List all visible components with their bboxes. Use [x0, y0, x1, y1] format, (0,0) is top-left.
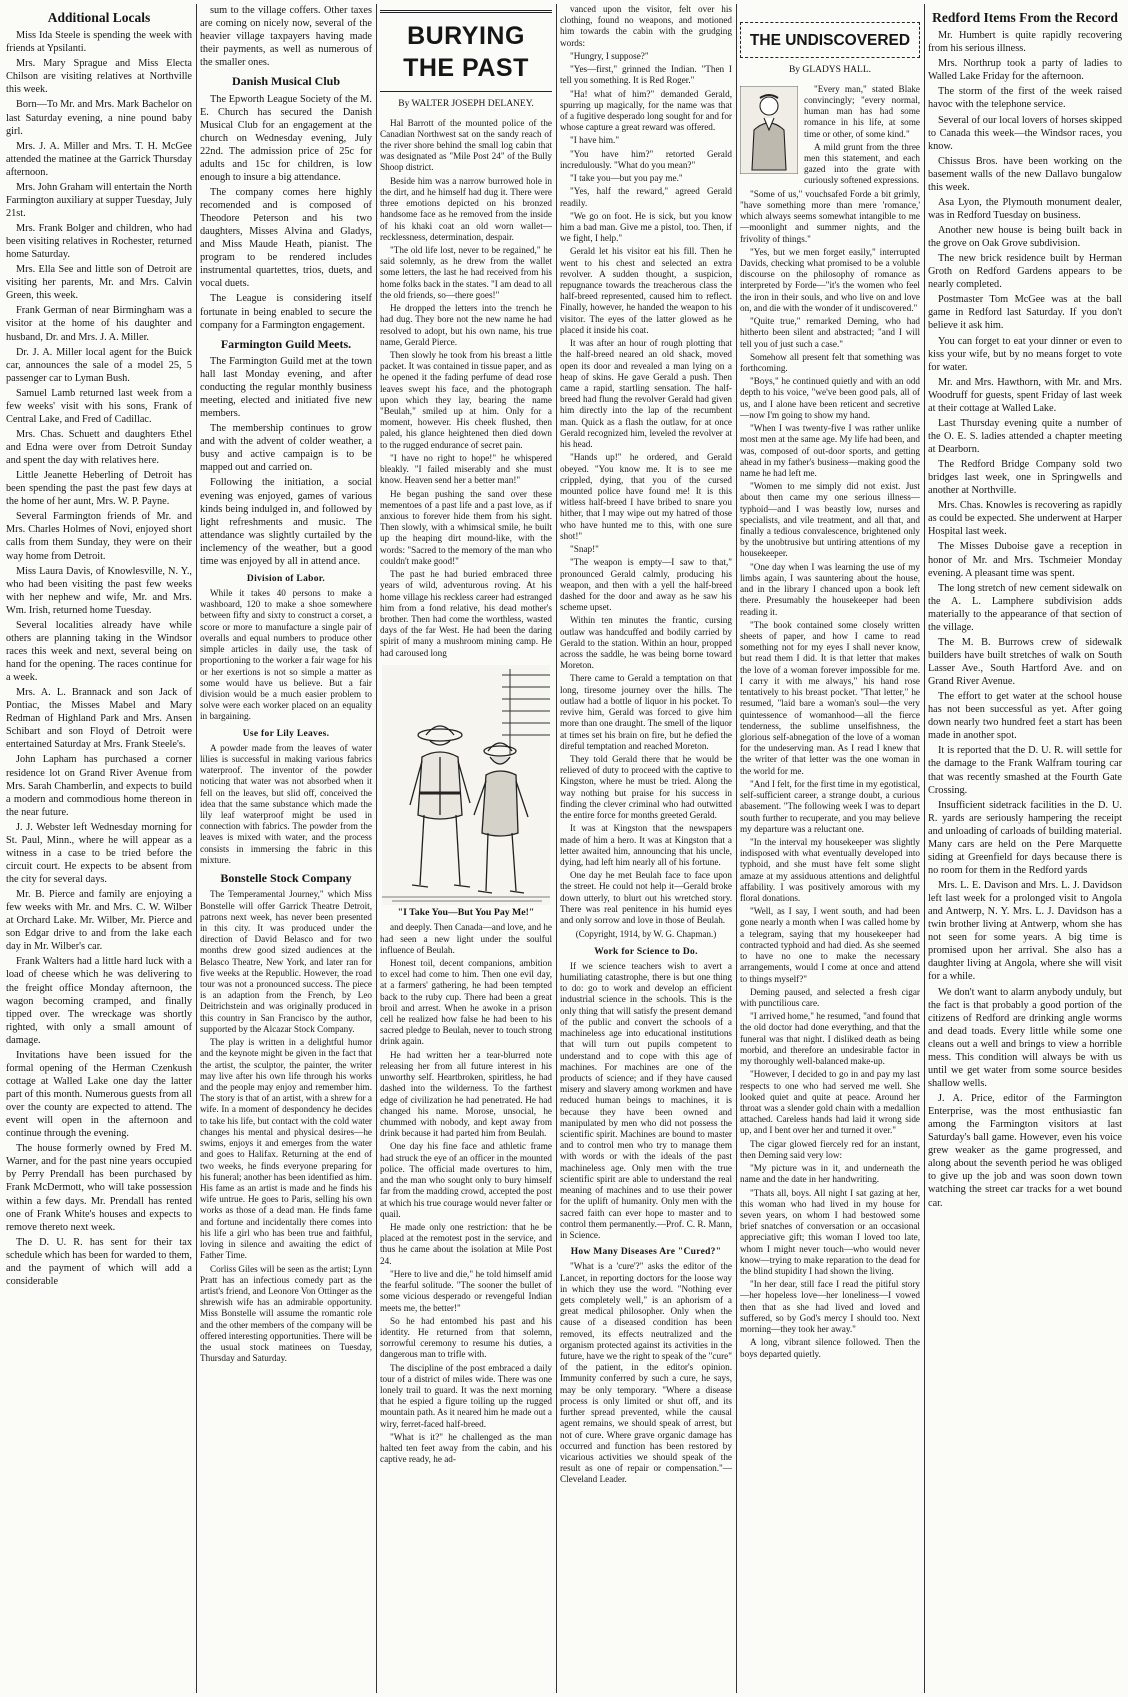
paragraph: "Quite true," remarked Deming, who had hitherto been silent and abstracted; "and I will tell you of just such a case." — [740, 316, 920, 349]
paragraph: "I take you—but you pay me." — [570, 173, 683, 184]
paragraph: "One day when I was learning the use of my limbs again, I was sauntering about the house, and in the library I chanced upon a book left there. Presumably the housekeeper had been reading it. — [740, 561, 920, 617]
paragraph: "However, I decided to go in and pay my last respects to one who had served me well. She looked quiet and quite at peace. Around her throat was a slender gold chain with a medallion attached. Careless hands had laid it wrong side up, and I bent over her and turned it over." — [740, 1069, 920, 1136]
paragraph: Several Farmington friends of Mr. and Mrs. Charles Holmes of Novi, enjoyed short calls from them Sunday, they were on their way home from Detroit. — [6, 511, 192, 562]
paragraph: Mrs. Northrup took a party of ladies to Walled Lake Friday for the afternoon. — [928, 58, 1122, 83]
paragraph: "We go on foot. He is sick, but you know him a bad man. Give me a pistol, too. Then, if we fight, I help." — [560, 210, 732, 244]
paragraph: Last Thursday evening quite a number of the O. E. S. ladies attended a chapter meeting at Dearborn. — [928, 417, 1122, 456]
paragraph: Several of our local lovers of horses skipped to Canada this week—the Windsor races, you know. — [928, 114, 1122, 152]
paragraph: Insufficient sidetrack facilities in the D. U. R. yards are seriously hampering the receipt and unloading of carloads of building material. Many cars are held on the Pere Marquette siding at Greenfield for days because there is no room for them in the Redford yards — [928, 799, 1122, 876]
paragraph: J. A. Price, editor of the Farmington Enterprise, was the most enthusiastic fan among the Farmington visitors at last Saturday's ball game. However, even his voice grew weaker as the game progressed, and along about the seventh period he was obliged to give up the job and was soon down town watching the street car tracks for a wet bound car. — [928, 1093, 1122, 1209]
paragraph: Somehow all present felt that something was forthcoming. — [740, 351, 920, 373]
heading-farmington-guild: Farmington Guild Meets. — [220, 336, 352, 351]
paragraph: Dr. J. A. Miller local agent for the Buick car, announces the sale of a model 25, 5 passenger car to Lyman Bush. — [6, 346, 192, 384]
column-additional-locals — [6, 4, 192, 1693]
paragraph: Frank Walters had a little hard luck with a load of cheese which he was delivering to the freight office Monday afternoon, the wagon becoming cramped, and finally tipped over. The wreckage was shortly righted, with only a small amount of damage. — [6, 956, 192, 1046]
paragraph: Mrs. Chas. Schuett and daughters Ethel and Edna were over from Detroit Sunday and spent the day with relatives here. — [6, 428, 192, 467]
paragraph: Mr. and Mrs. Hawthorn, with Mr. and Mrs. Woodruff for guests, spent Friday of last week at their cottage at Walled Lake. — [928, 376, 1122, 414]
story-text-part-3 — [560, 4, 732, 926]
paragraph: Following the initiation, a social evening was enjoyed, games of various kinds being indulged in, and followed by light refreshments and music. The attendance was slightly curtailed by the inclemency of the weather, but a good time was enjoyed by all in attend ance. — [200, 477, 372, 567]
paragraph: Frank German of near Birmingham was a visitor at the home of his daughter and husband, Dr. and Mrs. J. A. Miller. — [6, 305, 192, 343]
paragraph: Another new house is being built back in the grove on Oak Grove subdivision. — [928, 225, 1122, 250]
paragraph: "In the interval my housekeeper was slightly indisposed with what eventually developed into typhoid, and she must have felt some slight amaze at my assiduous attentions and delightful affability. I was positively amorous with my floral donations. — [740, 836, 920, 904]
column-rule — [736, 4, 737, 1693]
paragraph: Invitations have been issued for the formal opening of the Herman Czenkush cottage at Walled Lake one day the latter part of this month. Numerous guests from all over the county are expected to attend. The event will open in the afternoon and continue through the evening. — [6, 1049, 192, 1140]
paragraph: "I have no right to hope!" he whispered bleakly. "I failed miserably and she must know. Heaven send her a better man!" — [380, 452, 552, 486]
paragraph: It was after an hour of rough plotting that the half-breed neared an old shack, moved open its door and revealed a man lying on a heap of skins. He gave Gerald a push. Then came a rapid, startling sensation. The half-breed had flung the revolver Gerald had given him directly into the lap of the recumbent man. Quick as a flash the outlaw, for at once Gerald recognized him, leveled the revolver at his head. — [560, 338, 732, 450]
column-rule — [376, 4, 377, 1693]
paragraph: vanced upon the visitor, felt over his clothing, found no weapons, and motioned him towards the cabin with the grudging words: — [560, 4, 732, 48]
guild-article — [200, 355, 372, 568]
paragraph: "Yes, half the reward," agreed Gerald readily. — [560, 186, 732, 208]
paragraph: "And I felt, for the first time in my egotistical, self-sufficient career, a strange doubt, a curious abasement. "The following week I was to depart south further to recuperate, and you may believe my departure was a reluctant one. — [740, 778, 920, 834]
heading-danish-musical-club: Danish Musical Club — [231, 74, 341, 89]
paragraph: Postmaster Tom McGee was at the ball game in Redford last Saturday. If you don't believe it ask him. — [928, 294, 1122, 332]
paragraph: It was at Kingston that the newspapers made of him a hero. It was at Kingston that a letter awaited him, announcing that his uncle, dying, had left him nearly all of his fortune. — [560, 823, 732, 867]
story-byline: By WALTER JOSEPH DELANEY. — [398, 98, 534, 109]
paragraph: Beside him was a narrow burrowed hole in the dirt, and he himself had dug it. There were three emotions depicted on his bronzed handsome face as he removed from the inside of his khaki coat an old worn wallet—recklessness, determination, despair. — [380, 175, 552, 242]
paragraph: The cigar glowed fiercely red for an instant, then Deming said very low: — [740, 1138, 920, 1160]
work-for-science-article: If we science teachers wish to avert a humiliating catastrophe, there is but one thing to do: go to work and develop an efficient industrial science in the schools. This is the only thing that will satisfy the present demand of the public and convert the schools of a machineless age into educational institutions that will turn out pupils competent to understand and to cope with this age of machines. For machines are one of the products of science; and if they have caused misery and slavery among workmen and have reduced human beings to machines, it is because they have been owned and manipulated by men who did not possess the scientific spirit. Machines are bound to master and to control men who try to manage them with words or with the ideals of the past machineless age. Only men with the true scientific spirit are able to understand the real meaning of machines and to use their power for the uplift of humanity. Only men with the sacred faith can ever hope to master and to control them permanently.—Prof. C. R. Mann, in Science. — [560, 960, 732, 1241]
column-rule — [924, 4, 925, 1693]
diseases-cured-article: "What is a 'cure'?" asks the editor of the Lancet, in reporting doctors for the loose way in which they use the word. "Nothing ever gets completely well," is an aphorism of a great medical philosopher. Only when the cause of a diseased condition has been removed, its effects neutralized and the organism protected against its activities in the future, have we the right to speak of the "cure" of the patient, in the editor's opinion. Immunity conferred by such a cure, he says, may be only temporary. "Where a disease process is only limited or shut off, and its further spread prevented, while the causal agent remains, we should speak of arrest, but not of cure. Where grave organic damage has occurred and function has been restored by vicarious activities we should speak of the result as one of repair or compensation."—Cleveland Leader. — [560, 1261, 732, 1485]
paragraph: "My picture was in it, and underneath the name and the date in her handwriting. — [740, 1163, 920, 1185]
paragraph: Several localities already have while others are planning taking in the Windsor races this week and next, several being on hand for the opening. The races continue for a week. — [6, 619, 192, 684]
heading-redford-items: Redford Items From the Record — [932, 10, 1118, 25]
paragraph: Mr. B. Pierce and family are enjoying a few weeks with Mr. and Mrs. C. W. Wilber at Orchard Lake. Mr. Wilber, Mr. Pierce and son Edgar drive to and from the lake each day in Mr. Wilber's car. — [6, 889, 192, 953]
paragraph: So he had entombed his past and his identity. He returned from that solemn, sorrowful ceremony to resume his duties, a dangerous man to trifle with. — [380, 1315, 552, 1360]
paragraph: "Every man," stated Blake convincingly; "every normal, human man has had some romance in his life, at some time or other, of some kind." — [804, 83, 920, 139]
paragraph: The play is written in a delightful humor and the keynote might be given in the fact that the artist, the sculptor, the painter, the writer may live after his own life through his works and the people may enjoy and remember him. The story is that of an artist, with a shrew for a wife. In a moment of despondency he decides to take his life, but contact with the cold water changes his mental and physical desires—he swims, enjoys it and emerges from the water and goes to Halifax. Returning at the end of two weeks, he finds everyone preparing for his funeral; another has been identified as him. His fame as an artist is made and he finds his wife untrue. He goes to Paris, selling his own works as those of a dead man. He finds fame and fortune and incidentally there comes into his life a girl who has been true and faithful, loving in silence and awaiting the edict of Father Time. — [200, 1037, 372, 1261]
paragraph: "Yes—first," grinned the Indian. "Then I tell you something. It is Red Roger." — [560, 64, 732, 86]
paragraph: A mild grunt from the three men this statement, and each gazed into the grate with curiously softened expressions. — [804, 141, 920, 186]
story-title-box — [380, 10, 552, 92]
heading-lily-leaves: Use for Lily Leaves. — [242, 728, 330, 739]
undiscovered-story-text — [740, 84, 920, 1360]
paragraph: Chissus Bros. have been working on the basement walls of the new Dallavo bungalow this week. — [928, 155, 1122, 193]
column-club-guild-bonstelle — [200, 4, 372, 1693]
lily-leaves-article: A powder made from the leaves of water lilies is successful in making various fabrics waterproof. The inventor of the powder noticing that water was not absorbed when it fell on the leaves, but slid off, conceived the idea that the same substance which made the lily leaf waterproof might be used in connection with fabrics. The powder from the leaves is mixed with water, and the process consists in immersing the fabric in this mixture. — [200, 742, 372, 865]
paragraph: The company comes here highly recomended and is composed of Theodore Peterson and his two daughters, Misses Alvina and Gladys, and Miss Maude Heath, pianist. The program to be rendered includes instrumental quartettes, trios, duets, and vocal duets. — [200, 186, 372, 290]
column-burying-the-past — [380, 4, 552, 1693]
paragraph: Mrs. L. E. Davison and Mrs. L. J. Davidson left last week for a prolonged visit to Angola and Antwerp, N. Y. Mrs. L. J. Davidson has a twin brother living at Antwerp, whom she has not seen for some years. A big time is promised upon her arrival. She also has a daughter living at Angola, where she will visit for a while. — [928, 880, 1122, 983]
paragraph: We don't want to alarm anybody unduly, but the fact is that probably a good portion of the citizens of Redford are drinking angle worms and dead toads. Every little while some one cleans out a well and brings to view a horrible mess. This condition will always be with us until we get water from some source besides shallow wells. — [928, 986, 1122, 1089]
story-text-part-1 — [380, 118, 552, 659]
paragraph: "The weapon is empty—I saw to that," pronounced Gerald calmly, producing his weapon, and then with a yell the half-breed dashed for the door and away as he saw his scheme upset. — [560, 557, 732, 613]
paragraph: The M. B. Burrows crew of sidewalk builders have built stretches of walk on South Lasser Ave., South Hartford Ave. and on Grand River Avenue. — [928, 636, 1122, 688]
paragraph: There came to Gerald a temptation on that long, tiresome journey over the hills. The outlaw had a bottle of liquor in his pocket. To revive him, Gerald was forced to give him more than one draught. The smell of the liquor at times set his brain on fire, but he defied the direful temptation and reached Moreton. — [560, 673, 732, 751]
paragraph: "Hands up!" he ordered, and Gerald obeyed. "You know me. It is to see me crippled, dying, that you of the cursed mounted police have found me! It is this witless half-breed I have bribed to snare you hither, that I may wipe out my hatred of those who have hunted me to this, with one sure shot!" — [560, 452, 732, 541]
locals-items — [6, 29, 192, 1288]
column-rule — [196, 4, 197, 1693]
paragraph: The house formerly owned by Fred M. Warner, and for the past nine years occupied by Perry Prendall has been purchased by Frank McDermott, who will take possession within a few days. Mr. Prendall has rented one of Frank White's houses and expects to remove thereto next week. — [6, 1143, 192, 1233]
paragraph: "The book contained some closely written sheets of paper, and how I came to read something not for my eyes I shall never know, but read them I did. It is that letter that makes the love of a woman forever impossible for me. I carry it with me always," his hand rose tentatively to his breast pocket. "That letter," he resumed, "laid bare a woman's soul—the very quintessence of womanhood—all the fierce tenderness, the sublime unselfishness, the glorious self-abnegation of the love of a woman for the undeserving man. As I read I knew that the writer of that letter was the one woman in the world for me. — [740, 619, 920, 776]
heading-division-of-labor: Division of Labor. — [246, 573, 326, 584]
paragraph: He had written her a tear-blurred note releasing her from all future interest in his unworthy self. Heartbroken, spiritless, he had dashed into the wilderness. To the farthest edge of civilization he had penetrated. He had changed his name. Morose, unsocial, he chummed with nobody, and kept away from drink because it had parted him from Beulah. — [380, 1049, 552, 1139]
paragraph: The long stretch of new cement sidewalk on the A. L. Lamphere subdivision adds materially to the appearance of that section of the village. — [928, 582, 1122, 633]
paragraph: Mrs. A. L. Brannack and son Jack of Pontiac, the Misses Mabel and Mary Redman of Highland Park and Mrs. Ansen Schibart and son Floyd of Detroit were entertained Saturday at Mrs. Frank Steele's. — [6, 687, 192, 751]
redford-items-list — [928, 29, 1122, 1209]
story-title: BURYING THE PAST — [403, 22, 529, 82]
paragraph: The Misses Duboise gave a reception in honor of Mr. and Mrs. Tschmeier Monday evening. A pleasant time was spent. — [928, 541, 1122, 579]
paragraph: "Ha! what of him?" demanded Gerald, spurring up magically, for the name was that of a fugitive desperado long sought for and for whose capture a great reward was offered. — [560, 88, 732, 133]
paragraph: The storm of the first of the week raised havoc with the telephone service. — [928, 86, 1122, 111]
paragraph: The Farmington Guild met at the town hall last Monday evening, and after conducting the regular monthly business meeting, elected and initiated five new members. — [200, 355, 372, 420]
story-text-part-2 — [380, 922, 552, 1465]
paragraph: "Snap!" — [570, 544, 599, 555]
paragraph: "Women to me simply did not exist. Just about then came my one serious illness—typhoid—and I was beastly low, nurses and specialists, and vile treatment, and all that, and finally a tedious convalescence, brightened only by the unobtrusive but untiring attentions of my housekeeper. — [740, 481, 920, 559]
undiscovered-byline: By GLADYS HALL. — [788, 64, 872, 75]
paragraph: Gerald let his visitor eat his fill. Then he went to his chest and selected an extra revolver. A sudden thought, a suspicion, repugnance towards the treacherous class the half-breed represented, caused him to reflect. Finally, however, he handed the weapon to his visitor. The eyes of the latter glowed as he placed it inside his coat. — [560, 246, 732, 335]
paragraph: They told Gerald there that he would be relieved of duty to proceed with the captive to Kingston, where he must be tried. Along the way nothing but praise for his success in finding the clever criminal who had outwitted the entire force for months greeted Gerald. — [560, 754, 732, 821]
paragraph: The League is considering itself fortunate in being enabled to secure the company for a Farmington engagement. — [200, 293, 372, 331]
paragraph: He began pushing the sand over these mementoes of a past life and a past love, as if anxious to forever hide them from his sight. Then slowly, with a whimsical smile, he built up the heaping dirt mound-like, with the words: "Sacred to the memory of the man who couldn't make good!" — [380, 488, 552, 566]
paragraph: and deeply. Then Canada—and love, and he had seen a new light under the soulful influence of Beulah. — [380, 922, 552, 955]
heading-work-for-science: Work for Science to Do. — [594, 946, 698, 957]
paragraph: A long, vibrant silence followed. Then the boys departed quietly. — [740, 1337, 920, 1359]
illustration-caption: "I Take You—But You Pay Me!" — [397, 906, 535, 918]
paragraph: Miss Laura Davis, of Knowlesville, N. Y., who had been visiting the past few weeks with her nephew and wife, Mr. and Mrs. Wm. Irish, returned home Tuesday. — [6, 565, 192, 616]
undiscovered-illustration — [740, 86, 798, 174]
paragraph: He made only one restriction: that he be placed at the remotest post in the service, and thus he came about the isolation at Mile Post 24. — [380, 1221, 552, 1266]
heading-diseases-cured: How Many Diseases Are "Cured?" — [570, 1247, 722, 1258]
paragraph: Mrs. John Graham will entertain the North Farmington auxiliary at supper Tuesday, July 21st. — [6, 181, 192, 219]
paragraph: "The old life lost, never to be regained," he said solemnly, as he drew from the wallet some letters, the last he had received from his home folks back in the states. "I am dead to all the old friends, so—there goes!" — [380, 244, 552, 300]
story-copyright: (Copyright, 1914, by W. G. Chapman.) — [575, 929, 717, 940]
column-story-continued — [560, 4, 732, 1693]
paragraph: Mrs. Mary Sprague and Miss Electa Chilson are visiting relatives at Northville this week. — [6, 58, 192, 96]
paragraph: The new brick residence built by Herman Groth on Redford Gardens appears to be nearly completed. — [928, 253, 1122, 291]
paragraph: You can forget to eat your dinner or even to kiss your wife, but by no means forget to vote for water. — [928, 335, 1122, 373]
paragraph: "Yes, but we men forget easily," interrupted Davids, checking what promised to be a voluble discourse on the philosophy of romance as interpreted by Forde—"it's the women who feel the iron in their souls, and who live on and love on, and die with the wonder of it undiscovered." — [740, 246, 920, 313]
paragraph: The Redford Bridge Company sold two bridges last week, one in Springwells and another at Northville. — [928, 459, 1122, 497]
paragraph: J. J. Webster left Wednesday morning for St. Paul, Minn., where he will appear as a witness in a case to be tried before the circuit court. He expects to be absent from the city for several days. — [6, 821, 192, 886]
paragraph: "Here to live and die," he told himself amid the fearful solitude. "The sooner the bullet of some vicious desperado or revengeful Indian meets me, the better!" — [380, 1268, 552, 1313]
paragraph: Samuel Lamb returned last week from a few weeks' visit with his sons, Frank of Central Lake, and Fred of Cadillac. — [6, 387, 192, 425]
paragraph: "What is it?" he challenged as the man halted ten feet away from the cabin, and his captive ready, he ad- — [380, 1431, 552, 1465]
paragraph: Corliss Giles will be seen as the artist; Lynn Pratt has an infectious comedy part as the artist's friend, and Leonore Von Ottinger as the shrewish wife has an admirable opportunity. Miss Bonstelle will assume the romantic role and the other members of the company will be offered interesting opportunities. There will be the usual stock matinees on Tuesday, Thursday and Saturday. — [200, 1263, 372, 1364]
bonstelle-article — [200, 889, 372, 1364]
paragraph: "Thats all, boys. All night I sat gazing at her, this woman who had lived in my house for seven years, on whom I had bestowed some brief snatches of conversation or an occasional appreciative gift; this woman I loved too late, whom I might never touch—who would never know—trying to make reparation to the dead for the blind stupidity I had shown the living. — [740, 1187, 920, 1277]
undiscovered-title: THE UNDISCOVERED — [749, 32, 911, 49]
paragraph: The membership continues to grow and with the advent of colder weather, a busy and active campaign is to be mapped out and carried on. — [200, 423, 372, 474]
paragraph: The Temperamental Journey," which Miss Bonstelle will offer Garrick Theatre Detroit, patrons next week, has never been presented in this city. It was produced under the direction of David Belasco and for two months drew good sized audiences at the Belasco Theatre, New York, and later ran for five weeks at the Republic. However, the road tour was not a pronounced success. The piece is an adaption from the French, by Leo Deitrichstein and was originally produced in this country in San Francisco by the author, supported by the Alcazar Stock Company. — [200, 889, 372, 1034]
paragraph: John Lapham has purchased a corner residence lot on Grand River Avenue from Mrs. Sarah Chamberlin, and expects to build a modern and commodious home thereon in the near future. — [6, 754, 192, 818]
paragraph: "You have him?" retorted Gerald incredulously. "What do you mean?" — [560, 148, 732, 170]
paragraph: He dropped the letters into the trench he had dug. They bore not the new name he had resolved to adopt, but his own name, his true name, Gerald Pierce. — [380, 303, 552, 347]
paragraph: "Some of us," vouchsafed Forde a bit grimly, "have something more than mere 'romance,' which always seems somewhat intangible to me—moonlight and summer nights, and the frivolity of things." — [740, 188, 920, 244]
column-the-undiscovered — [740, 4, 920, 1693]
paragraph: The discipline of the post embraced a daily tour of a district of miles wide. There was one lonely trail to guard. It was the next morning that he espied a figure toiling up the rugged mountain path. As it neared him he made out a wiry, ferret-faced half-breed. — [380, 1362, 552, 1429]
paragraph: Mrs. Chas. Knowles is recovering as rapidly as could be expected. She underwent at Harper Hospital last week. — [928, 500, 1122, 538]
paragraph: "Well, as I say, I went south, and had been gone nearly a month when I was called home by a telegram, saying that my housekeeper had contracted typhoid and had died. As she seemed to have no one to make the necessary arrangements, would I come at once and attend to things myself?" — [740, 906, 920, 984]
paragraph: Hal Barrott of the mounted police of the Canadian Northwest sat on the sandy reach of the river shore behind the small log cabin that was designated as "Mile Post 24" of the Bully Shoop district. — [380, 117, 552, 173]
heading-additional-locals: Additional Locals — [47, 10, 151, 25]
paragraph: The Epworth League Society of the M. E. Church has secured the Danish Musical Club for an engagement at the church on Wednesday evening, July 22nd. The admission price of 25c for adults and 15c for children, is low enough to insure a big attendance. — [200, 93, 372, 183]
paragraph: Miss Ida Steele is spending the week with friends at Ypsilanti. — [6, 30, 192, 55]
paragraph: "Boys," he continued quietly and with an odd depth to his voice, "we've been good pals, all of us, and I alone have been reticent and secretive—now I'm going to show my hand. — [740, 376, 920, 420]
paragraph: Born—To Mr. and Mrs. Mark Bachelor on last Saturday evening, a nine pound baby girl. — [6, 99, 192, 137]
paragraph: Mrs. Ella See and little son of Detroit are visiting her parents, Mr. and Mrs. Calvin Green, this week. — [6, 264, 192, 302]
paragraph: Mrs. Frank Bolger and children, who had been visiting relatives in Rochester, returned home Saturday. — [6, 223, 192, 261]
tax-continuation: sum to the village coffers. Other taxes are coming on nicely now, several of the heavier village taxpayers having made their payments, as well as numerous of the smaller ones. — [200, 5, 372, 69]
paragraph: One day he met Beulah face to face upon the street. He could not help it—Gerald broke down utterly, to blurt out his wretched story. There was real penitence in his humid eyes and only sorrow and love in those of Beulah. — [560, 870, 732, 926]
column-redford-items — [928, 4, 1122, 1693]
paragraph: One day his fine face and athletic frame had struck the eye of an officer in the mounted police. The official made overtures to him, and the man who sought only to bury himself far from the madding crowd, accepted the post at which his true courage would never falter or quail. — [380, 1141, 552, 1219]
paragraph: "I have him." — [570, 135, 620, 146]
paragraph: The past he had buried embraced three years of wild, adventurous roving. At his home village his reckless career had estranged him from a fond relative, his dead mother's brother. Then had come the worthless, wasted days of the far West. He had been the daring spirit of many a mushroom mining camp. He had caroused long — [380, 569, 552, 658]
paragraph: The effort to get water at the school house has not been successful as yet. After going down nearly two hundred feet a start has been made in another spot. — [928, 691, 1122, 742]
danish-club-article — [200, 93, 372, 332]
paragraph: "I arrived home," he resumed, "and found that the old doctor had done everything, and that the funeral was that night. I disliked death as being morbid, and therefore an undesirable factor in my thoroughly well-balanced make-up. — [740, 1011, 920, 1067]
paragraph: "In her dear, still face I read the pitiful story—her hopeless love—her loneliness—I vowed then that as she had lived and loved and suffered, so by God's mercy I should too. Next morning—they took her away." — [740, 1279, 920, 1335]
paragraph: It is reported that the D. U. R. will settle for the damage to the Frank Walfram touring car that was recently smashed at the Fourth Gate Crossing. — [928, 745, 1122, 796]
paragraph: Deming paused, and selected a fresh cigar with punctilious care. — [740, 986, 920, 1009]
paragraph: The D. U. R. has sent for their tax schedule which has been for warded to them, and the payment of which will add a considerable — [6, 1236, 192, 1287]
paragraph: "When I was twenty-five I was rather unlike most men at the same age. My life had been, and was, composed of out-door sports, and getting ahead in my father's business—making good the name he had left me. — [740, 423, 920, 478]
paragraph: Mrs. J. A. Miller and Mrs. T. H. McGee attended the matinee at the Garrick Thursday afternoon. — [6, 140, 192, 178]
paragraph: Then slowly he took from his breast a little packet. It was contained in tissue paper, and as he opened it the fading perfume of dead rose leaves swept his face, and the photograph upon which they lay, bearing the name "Beulah," smiled up at him. Only for a moment, however. His cheek flushed, then paled, his glance heightened then died down to the rugged endurance of secret pain. — [380, 349, 552, 450]
story-illustration — [382, 665, 550, 905]
division-of-labor-article: While it takes 40 persons to make a washboard, 120 to make a shoe somewhere between fifty and sixty to construct a corset, a score or more to manufacture a single pair of overalls and equal numbers to produce other simple articles in daily use, the task of proportioning to the worker a fair wage for his or her exertions is not so simple a matter as some would have us believe. But a fair division would be a much easier problem to solve were each worker placed on an equality in bargaining. — [200, 587, 372, 722]
paragraph: Mr. Humbert is quite rapidly recovering from his serious illness. — [928, 30, 1122, 55]
paragraph: Within ten minutes the frantic, cursing outlaw was handcuffed and bodily carried by Gerald to the station. Within an hour, propped across the saddle, he was being borne toward Moreton. — [560, 615, 732, 671]
column-rule — [556, 4, 557, 1693]
paragraph: "Hungry, I suppose?" — [570, 50, 649, 61]
paragraph: Asa Lyon, the Plymouth monument dealer, was in Redford Tuesday on business. — [928, 196, 1122, 221]
heading-bonstelle-stock-company: Bonstelle Stock Company — [220, 871, 352, 886]
paragraph: Little Jeanette Heberling of Detroit has been spending the past the past few days at the home of her aunt, Mrs. W. P. Payne. — [6, 470, 192, 508]
undiscovered-title-box — [740, 22, 920, 58]
paragraph: Honest toil, decent companions, ambition to excel had come to him. Then one evil day, at a farmers' gathering, he had been tempted back to the ruby cup. There had been a great broil and arrest. When he awoke in a prison cell he realized how false he had been to his sacred pledge to Beulah, never to touch strong drink again. — [380, 957, 552, 1047]
